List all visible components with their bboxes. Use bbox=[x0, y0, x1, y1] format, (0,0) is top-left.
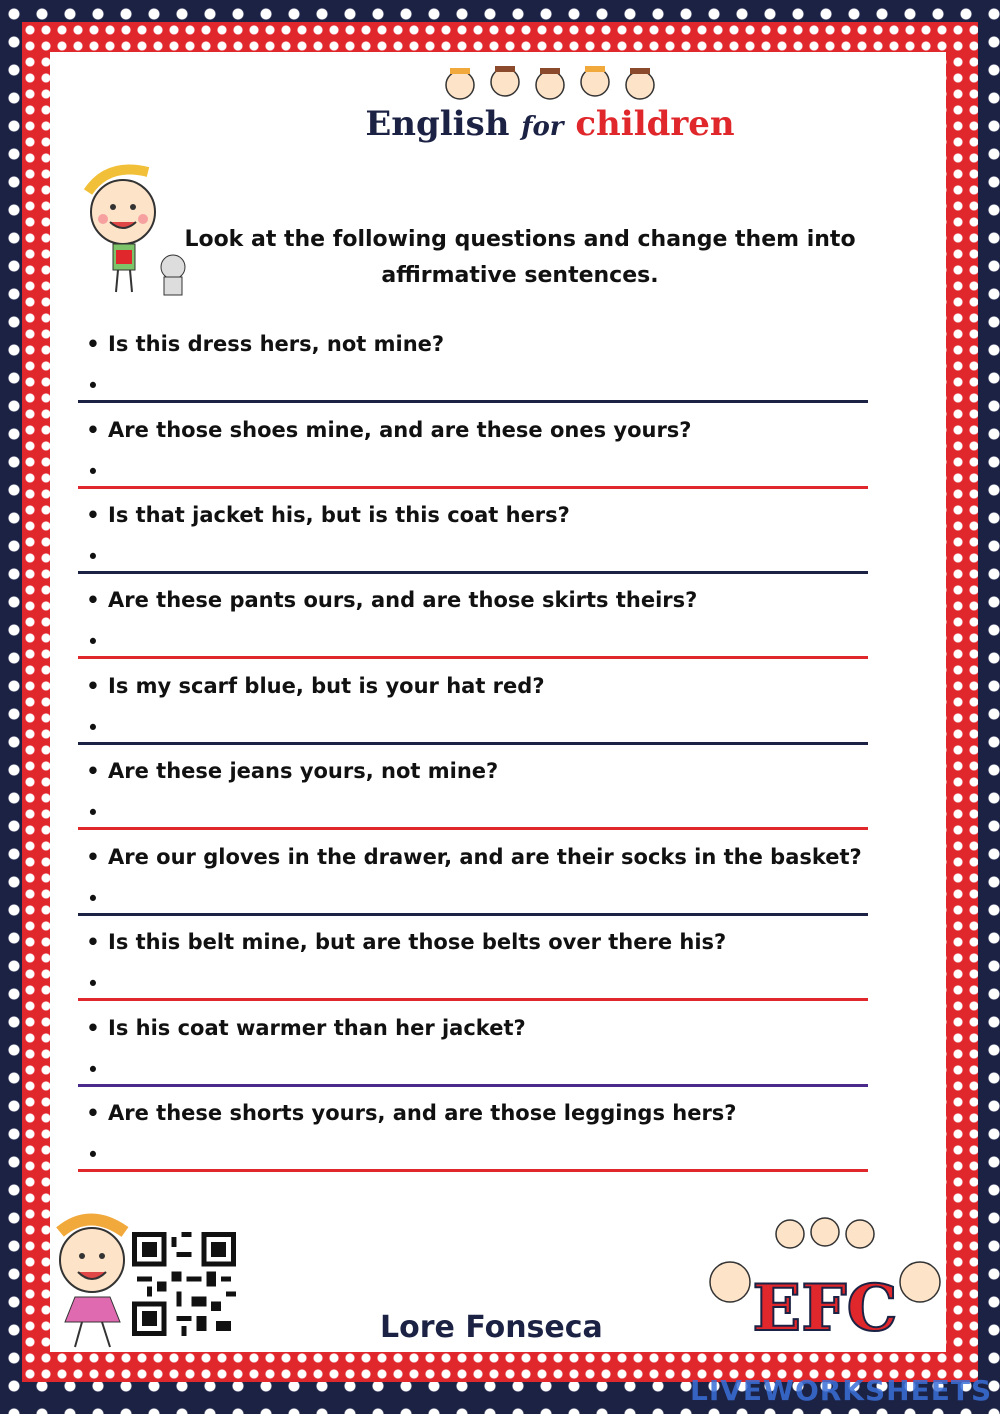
answer-field[interactable] bbox=[78, 460, 108, 484]
instruction-text: Look at the following questions and change them into affirmative sentences. bbox=[184, 227, 856, 288]
answer-field[interactable] bbox=[78, 374, 108, 398]
question-text: • Are our gloves in the drawer, and are their socks in the basket? bbox=[78, 845, 862, 869]
answer-line bbox=[78, 998, 868, 1001]
question-text: • Is this dress hers, not mine? bbox=[78, 332, 444, 356]
answer-line bbox=[78, 571, 868, 574]
answer-field[interactable] bbox=[78, 887, 108, 911]
answer-line bbox=[78, 913, 868, 916]
logo-title bbox=[340, 104, 760, 144]
question-text: • Is that jacket his, but is this coat hers? bbox=[78, 503, 570, 527]
answer-line bbox=[78, 742, 868, 745]
question-text: • Are these shorts yours, and are those leggings hers? bbox=[78, 1101, 736, 1125]
answer-field[interactable] bbox=[78, 630, 108, 654]
worksheet-page bbox=[50, 52, 946, 1352]
answer-field[interactable] bbox=[78, 716, 108, 740]
question-text: • Is his coat warmer than her jacket? bbox=[78, 1016, 526, 1040]
question-text: • Are those shoes mine, and are these ones yours? bbox=[78, 418, 692, 442]
watermark-text: LIVEWORKSHEETS bbox=[690, 1374, 993, 1407]
answer-line bbox=[78, 1169, 868, 1172]
answer-line bbox=[78, 486, 868, 489]
efc-logo-icon bbox=[700, 1212, 950, 1352]
answer-field[interactable] bbox=[78, 1058, 108, 1082]
answer-line bbox=[78, 827, 868, 830]
question-text: • Is this belt mine, but are those belts over there his? bbox=[78, 930, 726, 954]
answer-field[interactable] bbox=[78, 801, 108, 825]
answer-field[interactable] bbox=[78, 545, 108, 569]
answer-line bbox=[78, 656, 868, 659]
logo-word-for: for bbox=[521, 112, 564, 142]
question-text: • Are these jeans yours, not mine? bbox=[78, 759, 498, 783]
answer-field[interactable] bbox=[78, 1143, 108, 1167]
question-text: • Is my scarf blue, but is your hat red? bbox=[78, 674, 545, 698]
header-logo bbox=[340, 60, 760, 190]
logo-word-children: children bbox=[575, 104, 735, 144]
logo-word-english: English bbox=[365, 104, 510, 144]
question-text: • Are these pants ours, and are those skirts theirs? bbox=[78, 588, 697, 612]
efc-logo-text: EFC bbox=[752, 1271, 898, 1346]
answer-line bbox=[78, 1084, 868, 1087]
qr-code-icon bbox=[132, 1232, 236, 1336]
kids-illustration-icon bbox=[420, 60, 680, 110]
author-name: Lore Fonseca bbox=[380, 1310, 603, 1345]
answer-line bbox=[78, 400, 868, 403]
answer-field[interactable] bbox=[78, 972, 108, 996]
